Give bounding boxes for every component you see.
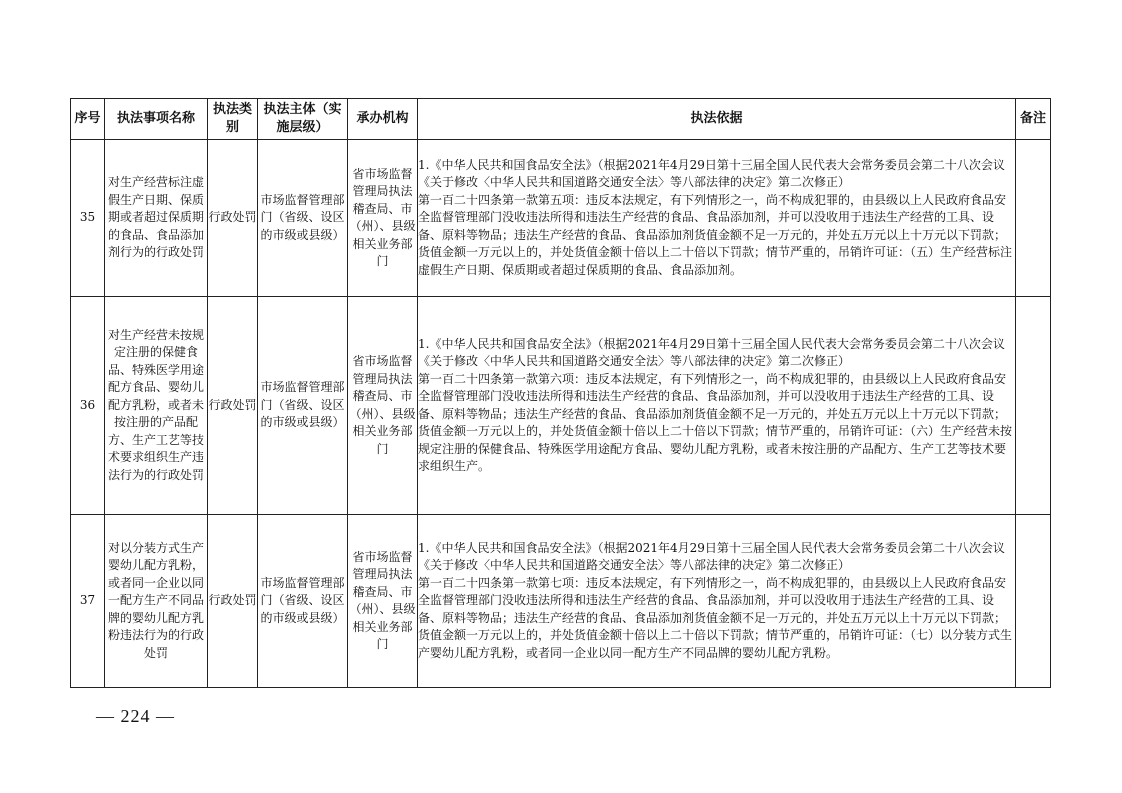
header-subject: 执法主体（实施层级） [258,99,348,140]
table-row [71,515,1051,688]
header-basis: 执法依据 [418,99,1016,140]
header-name: 执法事项名称 [105,99,208,140]
basis-law-title: 1.《中华人民共和国食品安全法》（根据2021年4月29日第十三届全国人民代表大会常务委员会第二十八次会议《关于修改〈中华人民共和国道路交通安全法〉等八部法律的决定》第二次修正） [418,157,1005,190]
enforcement-table [70,98,1051,688]
row-seq: 35 [71,140,105,297]
row-basis [418,297,1016,515]
row-note [1016,140,1051,297]
row-item-name: 对生产经营标注虚假生产日期、保质期或者超过保质期的食品、食品添加剂行为的行政处罚 [105,140,208,297]
row-item-name: 对以分装方式生产婴幼儿配方乳粉，或者同一企业以同一配方生产不同品牌的婴幼儿配方乳粉违法行为的行政处罚 [105,515,208,688]
row-seq: 37 [71,515,105,688]
row-item-name: 对生产经营未按规定注册的保健食品、特殊医学用途配方食品、婴幼儿配方乳粉，或者未按注册的产品配方、生产工艺等技术要求组织生产违法行为的行政处罚 [105,297,208,515]
row-org: 省市场监督管理局执法稽查局、市（州）、县级相关业务部门 [348,140,418,297]
row-subject: 市场监督管理部门（省级、设区的市级或县级） [258,297,348,515]
basis-article-text: 第一百二十四条第一款第七项：违反本法规定，有下列情形之一，尚不构成犯罪的，由县级以上人民政府食品安全监督管理部门没收违法所得和违法生产经营的食品、食品添加剂，并可以没收用于违法生产经营的工具、设备、原料等物品；违法生产经营的食品、食品添加剂货值金额不足一万元的，并处五万元以上十万元以下罚款；货值金额一万元以上的，并处货值金额十倍以上二十倍以下罚款；情节严重的，吊销许可证：（七）以分装方式生产婴幼儿配方乳粉，或者同一企业以同一配方生产不同品牌的婴幼儿配方乳粉。 [418,575,1013,660]
row-type: 行政处罚 [208,515,258,688]
row-basis [418,140,1016,297]
row-subject: 市场监督管理部门（省级、设区的市级或县级） [258,515,348,688]
row-seq: 36 [71,297,105,515]
basis-law-title: 1.《中华人民共和国食品安全法》（根据2021年4月29日第十三届全国人民代表大会常务委员会第二十八次会议《关于修改〈中华人民共和国道路交通安全法〉等八部法律的决定》第二次修正） [418,540,1005,573]
row-type: 行政处罚 [208,297,258,515]
row-org: 省市场监督管理局执法稽查局、市（州）、县级相关业务部门 [348,515,418,688]
row-type: 行政处罚 [208,140,258,297]
header-seq: 序号 [71,99,105,140]
row-subject: 市场监督管理部门（省级、设区的市级或县级） [258,140,348,297]
table-row [71,297,1051,515]
row-basis [418,515,1016,688]
basis-law-title: 1.《中华人民共和国食品安全法》（根据2021年4月29日第十三届全国人民代表大会常务委员会第二十八次会议《关于修改〈中华人民共和国道路交通安全法〉等八部法律的决定》第二次修正） [418,336,1005,368]
header-org: 承办机构 [348,99,418,140]
header-note: 备注 [1016,99,1051,140]
table-header-row [71,99,1051,140]
basis-article-text: 第一百二十四条第一款第六项：违反本法规定，有下列情形之一，尚不构成犯罪的，由县级以上人民政府食品安全监督管理部门没收违法所得和违法生产经营的食品、食品添加剂，并可以没收用于违法生产经营的工具、设备、原料等物品；违法生产经营的食品、食品添加剂货值金额不足一万元的，并处五万元以上十万元以下罚款；货值金额一万元以上的，并处货值金额十倍以上二十倍以下罚款；情节严重的，吊销许可证：（六）生产经营未按规定注册的保健食品、特殊医学用途配方食品、婴幼儿配方乳粉，或者未按注册的产品配方、生产工艺等技术要求组织生产。 [418,371,1013,473]
page-number: — 224 — [96,706,175,726]
row-note [1016,297,1051,515]
row-org: 省市场监督管理局执法稽查局、市（州）、县级相关业务部门 [348,297,418,515]
basis-article-text: 第一百二十四条第一款第五项：违反本法规定，有下列情形之一，尚不构成犯罪的，由县级以上人民政府食品安全监督管理部门没收违法所得和违法生产经营的食品、食品添加剂，并可以没收用于违法生产经营的工具、设备、原料等物品；违法生产经营的食品、食品添加剂货值金额不足一万元的，并处五万元以上十万元以下罚款；货值金额一万元以上的，并处货值金额十倍以上二十倍以下罚款；情节严重的，吊销许可证：（五）生产经营标注虚假生产日期、保质期或者超过保质期的食品、食品添加剂。 [418,192,1013,277]
table-row [71,140,1051,297]
row-note [1016,515,1051,688]
header-type: 执法类别 [208,99,258,140]
